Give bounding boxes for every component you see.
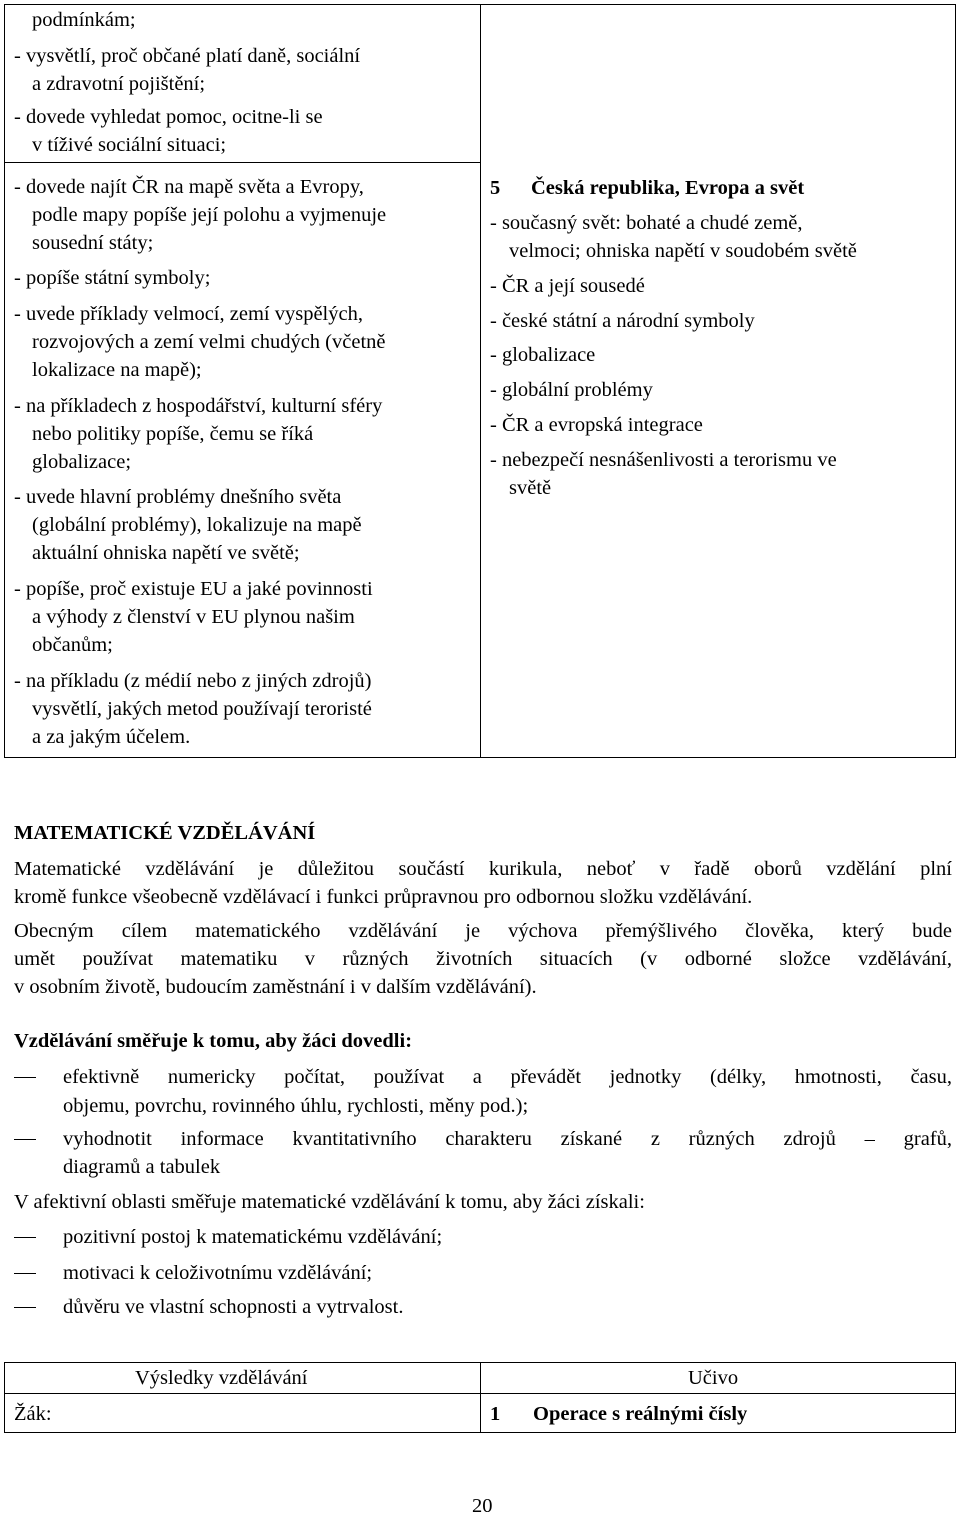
table1-mid-border	[480, 4, 481, 758]
curriculum-heading-number: 5	[490, 177, 501, 199]
outcome-line: a zdravotní pojištění;	[32, 73, 206, 95]
outcome-line: podmínkám;	[32, 9, 136, 31]
table2-mid-vborder	[480, 1362, 481, 1433]
table2-row-label: Žák:	[14, 1403, 52, 1425]
curriculum-item: - globální problémy	[490, 379, 653, 401]
outcome-line: občanům;	[32, 634, 113, 656]
outcome-line: a výhody z členství v EU plynou našim	[32, 606, 355, 628]
curriculum-item: velmoci; ohniska napětí v soudobém světě	[509, 240, 857, 262]
goal-paragraph-line: umět používat matematiku v různých životních situacích (v odborné složce vzdělávání,	[14, 948, 952, 970]
outcome-line: - vysvětlí, proč občané platí daně, sociální	[14, 45, 361, 67]
list-dash-icon	[14, 1273, 36, 1274]
list-dash-icon	[14, 1307, 36, 1308]
curriculum-item: - české státní a národní symboly	[490, 310, 755, 332]
goal-paragraph-line: v osobním životě, budoucím zaměstnání i v dalším vzdělávání).	[14, 976, 537, 998]
table2-right-border	[955, 1362, 956, 1433]
outcome-line: - popíše, proč existuje EU a jaké povinnosti	[14, 578, 373, 600]
goal-paragraph-line: Obecným cílem matematického vzdělávání je výchova přemýšlivého člověka, který bude	[14, 920, 952, 942]
outcome-line: nebo politiky popíše, čemu se říká	[32, 423, 314, 445]
curriculum-item: světě	[509, 477, 552, 499]
affective-intro: V afektivní oblasti směřuje matematické vzdělávání k tomu, aby žáci získali:	[14, 1191, 645, 1213]
outcome-line: (globální problémy), lokalizuje na mapě	[32, 514, 362, 536]
outcome-line: aktuální ohniska napětí ve světě;	[32, 542, 300, 564]
outcome-line: v tíživé sociální situaci;	[32, 134, 227, 156]
goals-heading: Vzdělávání směřuje k tomu, aby žáci dovedli:	[14, 1030, 413, 1052]
outcome-line: - na příkladu (z médií nebo z jiných zdrojů)	[14, 670, 372, 692]
outcome-line: a za jakým účelem.	[32, 726, 191, 748]
table2-topic-number: 1	[490, 1403, 501, 1425]
curriculum-item: - ČR a její sousedé	[490, 275, 645, 297]
table2-header-outcomes: Výsledky vzdělávání	[135, 1367, 308, 1389]
goal-item-line: diagramů a tabulek	[63, 1156, 221, 1178]
outcome-line: - popíše státní symboly;	[14, 267, 211, 289]
affective-item: důvěru ve vlastní schopnosti a vytrvalost.	[63, 1296, 404, 1318]
curriculum-item: - ČR a evropská integrace	[490, 414, 703, 436]
list-dash-icon	[14, 1077, 36, 1078]
affective-item: motivaci k celoživotnímu vzdělávání;	[63, 1262, 373, 1284]
table1-left-border	[4, 4, 5, 758]
outcome-line: sousední státy;	[32, 232, 154, 254]
outcome-line: vysvětlí, jakých metod používají teroristé	[32, 698, 372, 720]
goal-item-line: vyhodnotit informace kvantitativního charakteru získané z různých zdrojů – grafů,	[63, 1128, 952, 1150]
table2-topic: Operace s reálnými čísly	[533, 1403, 748, 1425]
curriculum-item: - globalizace	[490, 344, 596, 366]
intro-paragraph-line: Matematické vzdělávání je důležitou součástí kurikula, neboť v řadě oborů vzdělání plní	[14, 858, 952, 880]
list-dash-icon	[14, 1139, 36, 1140]
goal-item-line: efektivně numericky počítat, používat a převádět jednotky (délky, hmotnosti, času,	[63, 1066, 952, 1088]
table2-header-curriculum: Učivo	[688, 1367, 739, 1389]
outcome-line: podle mapy popíše její polohu a vyjmenuje	[32, 204, 387, 226]
curriculum-item: - nebezpečí nesnášenlivosti a terorismu ve	[490, 449, 837, 471]
intro-paragraph-line: kromě funkce všeobecně vzdělávací i funkci průpravnou pro odbornou složku vzdělávání.	[14, 886, 753, 908]
outcome-line: - na příkladech z hospodářství, kulturní sféry	[14, 395, 383, 417]
curriculum-item: - současný svět: bohaté a chudé země,	[490, 212, 803, 234]
list-dash-icon	[14, 1237, 36, 1238]
outcome-line: - dovede vyhledat pomoc, ocitne-li se	[14, 106, 323, 128]
goal-item-line: objemu, povrchu, rovinného úhlu, rychlosti, měny pod.);	[63, 1095, 529, 1117]
section-title: MATEMATICKÉ VZDĚLÁVÁNÍ	[14, 822, 316, 844]
outcome-line: rozvojových a zemí velmi chudých (včetně	[32, 331, 386, 353]
affective-item: pozitivní postoj k matematickému vzdělávání;	[63, 1226, 443, 1248]
table2-left-border	[4, 1362, 5, 1433]
table1-right-border	[955, 4, 956, 758]
outcomes-divider	[4, 162, 480, 163]
outcome-line: - dovede najít ČR na mapě světa a Evropy,	[14, 176, 364, 198]
page-number: 20	[472, 1495, 493, 1517]
outcome-line: - uvede hlavní problémy dnešního světa	[14, 486, 342, 508]
outcome-line: lokalizace na mapě);	[32, 359, 202, 381]
curriculum-heading: Česká republika, Evropa a svět	[531, 177, 805, 199]
outcome-line: globalizace;	[32, 451, 132, 473]
outcome-line: - uvede příklady velmocí, zemí vyspělých,	[14, 303, 363, 325]
